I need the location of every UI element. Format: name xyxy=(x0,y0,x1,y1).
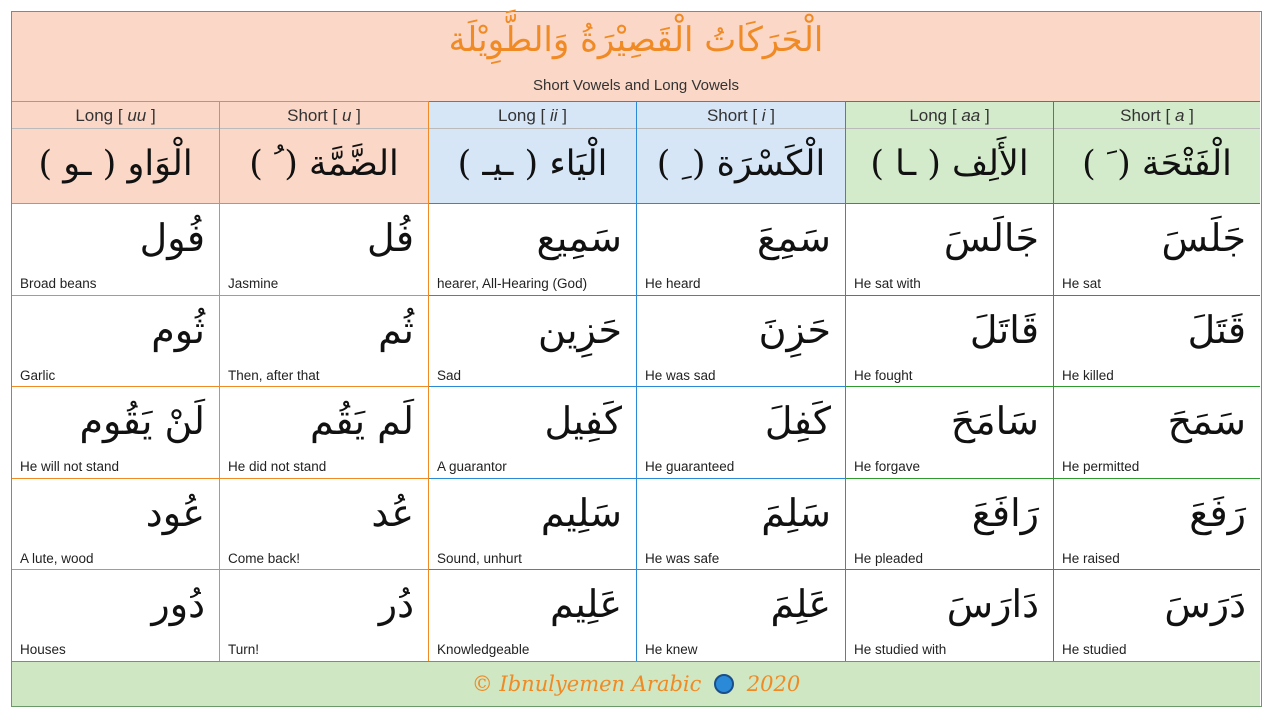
footer xyxy=(12,661,1260,706)
arabic-word: سَلِيم xyxy=(540,490,622,535)
english-meaning: Knowledgeable xyxy=(437,642,530,658)
word-cell xyxy=(220,569,428,660)
arabic-word: ثُم xyxy=(378,307,414,352)
english-meaning: A lute, wood xyxy=(20,550,94,566)
english-meaning: He sat xyxy=(1062,276,1102,291)
word-cell xyxy=(846,569,1053,660)
vowel-name-a: الْفَتْحَة ( َ ) xyxy=(1054,129,1260,203)
arabic-word: عَلِمَ xyxy=(770,582,831,627)
word-cell xyxy=(637,478,845,569)
column-header-end: ] xyxy=(980,106,990,125)
arabic-word: جَالَسَ xyxy=(943,216,1039,260)
vowel-column-i xyxy=(637,101,846,661)
arabic-word: لَم يَقُم xyxy=(309,399,414,444)
english-meaning: He fought xyxy=(854,367,913,383)
column-header-end: ] xyxy=(557,106,567,125)
arabic-word: رَفَعَ xyxy=(1189,490,1246,535)
english-meaning: Come back! xyxy=(228,550,301,566)
arabic-word: سَمَحَ xyxy=(1167,399,1246,444)
english-meaning: He was safe xyxy=(645,550,720,566)
vowel-column-ii xyxy=(429,101,637,661)
word-cell xyxy=(429,295,636,386)
word-cell xyxy=(12,386,219,477)
arabic-word: كَفِيل xyxy=(544,399,622,444)
column-header-label: Short [ xyxy=(287,106,342,125)
arabic-word: فُول xyxy=(139,216,205,260)
word-cell xyxy=(12,478,219,569)
english-meaning: hearer, All-Hearing (God) xyxy=(437,276,588,291)
column-header-sound: u xyxy=(341,106,352,125)
english-meaning: A guarantor xyxy=(437,459,507,475)
word-cell xyxy=(429,569,636,660)
english-meaning: He sat with xyxy=(854,276,921,291)
english-meaning: Sound, unhurt xyxy=(437,550,522,566)
vowel-name-u: الضَّمَّة ( ُ ) xyxy=(220,129,428,203)
english-meaning: Then, after that xyxy=(228,367,320,383)
word-cell xyxy=(12,569,219,660)
column-header-sound: uu xyxy=(127,106,147,125)
vowel-name-aa: الأَلِف ( ـا ) xyxy=(846,129,1053,203)
footer-copyright: © Ibnulyemen Arabic xyxy=(471,672,702,696)
english-meaning: He permitted xyxy=(1062,459,1140,475)
arabic-word: فُل xyxy=(367,216,414,260)
column-header-sound: a xyxy=(1174,106,1185,125)
english-meaning: He studied with xyxy=(854,642,947,658)
column-header-i xyxy=(637,101,845,129)
arabic-word: دُور xyxy=(151,582,205,627)
column-header-end: ] xyxy=(146,106,156,125)
english-meaning: He heard xyxy=(645,276,701,291)
globe-icon xyxy=(714,674,734,694)
title-arabic: الْحَرَكَاتُ الْقَصِيْرَةُ وَالطَّوِيْلَة xyxy=(448,20,824,60)
column-header-ii xyxy=(429,101,636,129)
word-cell xyxy=(220,478,428,569)
word-cell xyxy=(429,203,636,294)
english-meaning: Jasmine xyxy=(228,276,279,291)
column-header-sound: aa xyxy=(961,106,981,125)
arabic-word: عُد xyxy=(371,490,414,535)
column-header-aa xyxy=(846,101,1053,129)
word-cell xyxy=(846,386,1053,477)
arabic-word: لَنْ يَقُوم xyxy=(79,399,205,444)
arabic-word: عَلِيم xyxy=(549,582,622,627)
vowels-chart xyxy=(11,11,1262,707)
word-cell xyxy=(220,386,428,477)
english-meaning: He forgave xyxy=(854,459,921,475)
vowel-name-uu: الْوَاو ( ـو ) xyxy=(12,129,219,203)
english-meaning: He killed xyxy=(1062,367,1114,383)
column-header-label: Long [ xyxy=(75,106,128,125)
word-cell xyxy=(12,295,219,386)
word-cell xyxy=(220,203,428,294)
arabic-word: دَارَسَ xyxy=(946,582,1039,627)
english-meaning: He did not stand xyxy=(228,459,327,475)
english-meaning: He will not stand xyxy=(20,459,120,475)
arabic-word: كَفِلَ xyxy=(764,399,831,444)
english-meaning: He raised xyxy=(1062,550,1120,566)
english-meaning: He was sad xyxy=(645,367,716,383)
vowel-name-i: الْكَسْرَة ( ِ ) xyxy=(637,129,845,203)
word-cell xyxy=(429,478,636,569)
english-meaning: Broad beans xyxy=(20,276,97,291)
title-band xyxy=(12,12,1260,101)
english-meaning: He pleaded xyxy=(854,550,924,566)
column-header-end: ] xyxy=(1184,106,1194,125)
english-meaning: Sad xyxy=(437,367,462,383)
word-cell xyxy=(12,203,219,294)
word-cell xyxy=(1054,478,1260,569)
word-cell xyxy=(1054,203,1260,294)
word-cell xyxy=(637,569,845,660)
column-header-a xyxy=(1054,101,1260,129)
word-cell xyxy=(846,295,1053,386)
english-meaning: He studied xyxy=(1062,642,1127,658)
arabic-word: جَلَسَ xyxy=(1161,216,1246,260)
arabic-word: رَافَعَ xyxy=(971,490,1039,535)
word-cell xyxy=(637,386,845,477)
english-meaning: He guaranteed xyxy=(645,459,735,475)
arabic-word: حَزِنَ xyxy=(758,307,831,352)
english-meaning: Turn! xyxy=(228,642,260,658)
word-cell xyxy=(637,295,845,386)
column-header-label: Long [ xyxy=(909,106,962,125)
english-meaning: Houses xyxy=(20,642,66,658)
word-cell xyxy=(1054,386,1260,477)
arabic-word: سَلِمَ xyxy=(761,490,831,535)
column-header-u xyxy=(220,101,428,129)
title-english: Short Vowels and Long Vowels xyxy=(533,77,739,94)
arabic-word: ثُوم xyxy=(151,307,205,352)
column-header-end: ] xyxy=(765,106,776,125)
arabic-word: سَامَحَ xyxy=(950,399,1039,444)
arabic-word: قَاتَلَ xyxy=(969,307,1039,352)
word-cell xyxy=(846,203,1053,294)
word-cell xyxy=(220,295,428,386)
column-header-sound: i xyxy=(761,106,766,125)
word-cell xyxy=(1054,295,1260,386)
english-meaning: He knew xyxy=(645,642,698,658)
vowel-column-u xyxy=(220,101,429,661)
column-header-label: Long [ xyxy=(497,106,550,125)
arabic-word: دُر xyxy=(378,582,414,627)
arabic-word: دَرَسَ xyxy=(1164,582,1246,627)
vowel-name-ii: الْيَاء ( ـيـ ) xyxy=(429,129,636,203)
column-header-uu xyxy=(12,101,219,129)
footer-year: 2020 xyxy=(746,672,801,696)
word-cell xyxy=(429,386,636,477)
arabic-word: سَمِعَ xyxy=(756,216,831,260)
word-cell xyxy=(846,478,1053,569)
column-header-sound: ii xyxy=(549,106,558,125)
vowel-column-uu xyxy=(12,101,220,661)
column-header-end: ] xyxy=(351,106,361,125)
arabic-word: سَمِيع xyxy=(536,216,622,260)
vowel-column-aa xyxy=(846,101,1054,661)
column-header-label: Short [ xyxy=(1120,106,1175,125)
vowel-column-a xyxy=(1054,101,1260,661)
arabic-word: قَتَلَ xyxy=(1187,307,1246,352)
english-meaning: Garlic xyxy=(20,367,56,383)
word-cell xyxy=(637,203,845,294)
word-cell xyxy=(1054,569,1260,660)
arabic-word: عُود xyxy=(145,490,205,535)
column-header-label: Short [ xyxy=(706,106,762,125)
arabic-word: حَزِين xyxy=(538,307,622,352)
